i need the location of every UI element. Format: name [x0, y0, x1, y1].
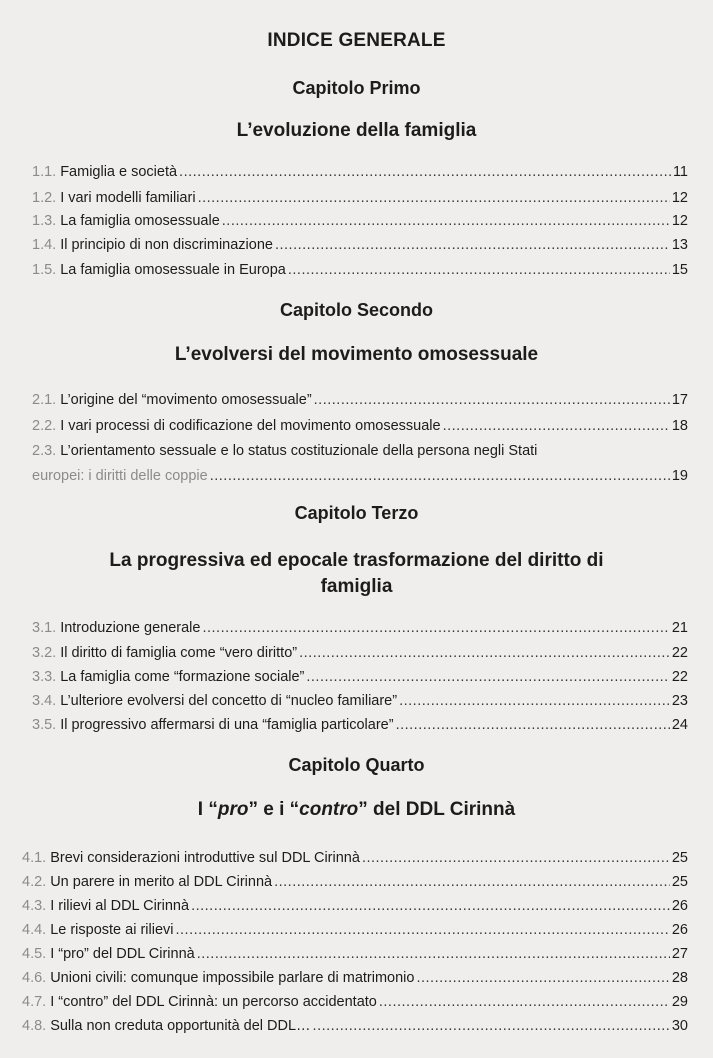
- leader-dots: [288, 262, 670, 278]
- leader-dots: [198, 190, 670, 206]
- entry-number: 4.1.: [22, 850, 47, 866]
- chapter-2-title: L’evolversi del movimento omosessuale: [174, 344, 539, 365]
- entry-title: I vari modelli familiari: [60, 190, 196, 206]
- entry-title: I rilievi al DDL Cirinnà: [50, 898, 190, 914]
- entry-page: 26: [671, 898, 688, 914]
- leader-dots: [299, 645, 670, 661]
- toc-entry[interactable]: [22, 922, 688, 938]
- entry-number: 2.3.: [32, 443, 57, 459]
- leader-dots: [191, 898, 670, 914]
- entry-number: 1.5.: [32, 262, 57, 278]
- entry-number: 4.2.: [22, 874, 47, 890]
- entry-page: 24: [671, 717, 688, 733]
- title-part: I “: [197, 799, 218, 820]
- title-part: ” del DDL Cirinnà: [358, 799, 516, 820]
- leader-dots: [314, 392, 670, 408]
- entry-number: 3.3.: [32, 669, 57, 685]
- leader-dots: [396, 717, 670, 733]
- chapter-2-label: Capitolo Secondo: [280, 300, 433, 320]
- entry-page: 22: [671, 645, 688, 661]
- entry-number: 4.8.: [22, 1018, 47, 1034]
- entry-number: 3.1.: [32, 620, 57, 636]
- toc-entry[interactable]: [32, 669, 688, 685]
- leader-dots: [176, 922, 670, 938]
- entry-title: L’origine del “movimento omosessuale”: [60, 392, 312, 408]
- entry-title: L’orientamento sessuale e lo status costituzionale della persona negli Stati: [60, 443, 538, 459]
- entry-number: 1.3.: [32, 213, 57, 229]
- entry-number: 1.4.: [32, 237, 57, 253]
- toc-entry[interactable]: [22, 946, 688, 962]
- entry-page: 23: [671, 693, 688, 709]
- entry-page: 18: [671, 418, 688, 434]
- leader-dots: [210, 468, 670, 484]
- entry-page: 11: [672, 164, 688, 180]
- toc-entry[interactable]: [32, 468, 688, 484]
- entry-title: La famiglia omosessuale: [60, 213, 220, 229]
- chapter-1-title: L’evoluzione della famiglia: [236, 120, 477, 141]
- toc-entry[interactable]: [32, 645, 688, 661]
- entry-number: 2.1.: [32, 392, 57, 408]
- entry-page: 21: [671, 620, 688, 636]
- entry-number: 1.1.: [32, 164, 57, 180]
- entry-title: Il principio di non discriminazione: [60, 237, 273, 253]
- title-part: ” e i “: [248, 799, 300, 820]
- entry-number: 3.5.: [32, 717, 57, 733]
- toc-entry[interactable]: [32, 164, 688, 180]
- entry-title: Introduzione generale: [60, 620, 201, 636]
- entry-title: I “contro” del DDL Cirinnà: un percorso accidentato: [50, 994, 377, 1010]
- chapter-4-label: Capitolo Quarto: [288, 755, 425, 775]
- entry-page: 12: [671, 213, 688, 229]
- toc-entry[interactable]: [32, 717, 688, 733]
- toc-entry-first-line[interactable]: [32, 443, 537, 459]
- entry-number: 3.2.: [32, 645, 57, 661]
- leader-dots: [443, 418, 670, 434]
- toc-entry[interactable]: [32, 190, 688, 206]
- entry-page: 27: [671, 946, 688, 962]
- title-part-italic: contro: [299, 799, 359, 820]
- entry-number: 4.7.: [22, 994, 47, 1010]
- entry-title: Unioni civili: comunque impossibile parlare di matrimonio: [50, 970, 415, 986]
- entry-title: Il progressivo affermarsi di una “famiglia particolare”: [60, 717, 394, 733]
- leader-dots: [379, 994, 670, 1010]
- chapter-4-title: [0, 799, 713, 821]
- entry-title: La famiglia omosessuale in Europa: [60, 262, 286, 278]
- leader-dots: [362, 850, 670, 866]
- entry-title-continued: europei: i diritti delle coppie: [32, 468, 208, 484]
- page-title: INDICE GENERALE: [267, 30, 446, 51]
- entry-title: I vari processi di codificazione del movimento omosessuale: [60, 418, 441, 434]
- entry-page: 25: [671, 874, 688, 890]
- toc-entry[interactable]: [32, 237, 688, 253]
- leader-dots: [306, 669, 669, 685]
- title-part-italic: pro: [217, 799, 249, 820]
- toc-entry[interactable]: [32, 392, 688, 408]
- entry-title: Il diritto di famiglia come “vero diritto”: [60, 645, 298, 661]
- entry-title: Brevi considerazioni introduttive sul DDL Cirinnà: [50, 850, 360, 866]
- leader-dots: [313, 1018, 670, 1034]
- entry-page: 30: [671, 1018, 688, 1034]
- entry-number: 1.2.: [32, 190, 57, 206]
- toc-entry[interactable]: [32, 693, 688, 709]
- toc-entry[interactable]: [22, 898, 688, 914]
- toc-entry[interactable]: [22, 970, 688, 986]
- entry-page: 22: [671, 669, 688, 685]
- entry-title: I “pro” del DDL Cirinnà: [50, 946, 195, 962]
- entry-page: 15: [671, 262, 688, 278]
- chapter-1-label: Capitolo Primo: [292, 78, 421, 98]
- toc-entry[interactable]: [32, 620, 688, 636]
- entry-page: 19: [671, 468, 688, 484]
- entry-title: Un parere in merito al DDL Cirinnà: [50, 874, 273, 890]
- leader-dots: [197, 946, 670, 962]
- entry-page: 29: [671, 994, 688, 1010]
- chapter-3-title-line1: La progressiva ed epocale trasformazione del diritto di: [109, 550, 604, 571]
- leader-dots: [202, 620, 669, 636]
- entry-number: 4.3.: [22, 898, 47, 914]
- entry-page: 17: [671, 392, 688, 408]
- entry-page: 13: [671, 237, 688, 253]
- entry-number: 4.6.: [22, 970, 47, 986]
- leader-dots: [399, 693, 670, 709]
- entry-number: 4.4.: [22, 922, 47, 938]
- leader-dots: [222, 213, 670, 229]
- leader-dots: [274, 874, 670, 890]
- toc-entry[interactable]: [32, 262, 688, 278]
- leader-dots: [275, 237, 670, 253]
- toc-entry[interactable]: [32, 418, 688, 434]
- toc-entry[interactable]: [22, 994, 688, 1010]
- toc-entry[interactable]: [22, 850, 688, 866]
- chapter-3-label: Capitolo Terzo: [294, 503, 419, 523]
- entry-number: 4.5.: [22, 946, 47, 962]
- leader-dots: [416, 970, 669, 986]
- entry-page: 26: [671, 922, 688, 938]
- chapter-3-title-line2: famiglia: [320, 576, 393, 597]
- toc-entry[interactable]: [32, 213, 688, 229]
- leader-dots: [179, 164, 671, 180]
- entry-title: L’ulteriore evolversi del concetto di “nucleo familiare”: [60, 693, 398, 709]
- entry-page: 12: [671, 190, 688, 206]
- toc-entry[interactable]: [22, 874, 688, 890]
- entry-page: 28: [671, 970, 688, 986]
- toc-entry[interactable]: [22, 1018, 688, 1034]
- entry-page: 25: [671, 850, 688, 866]
- entry-number: 3.4.: [32, 693, 57, 709]
- entry-title: Sulla non creduta opportunità del DDL…: [50, 1018, 311, 1034]
- entry-title: La famiglia come “formazione sociale”: [60, 669, 305, 685]
- entry-number: 2.2.: [32, 418, 57, 434]
- entry-title: Famiglia e società: [60, 164, 178, 180]
- entry-title: Le risposte ai rilievi: [50, 922, 174, 938]
